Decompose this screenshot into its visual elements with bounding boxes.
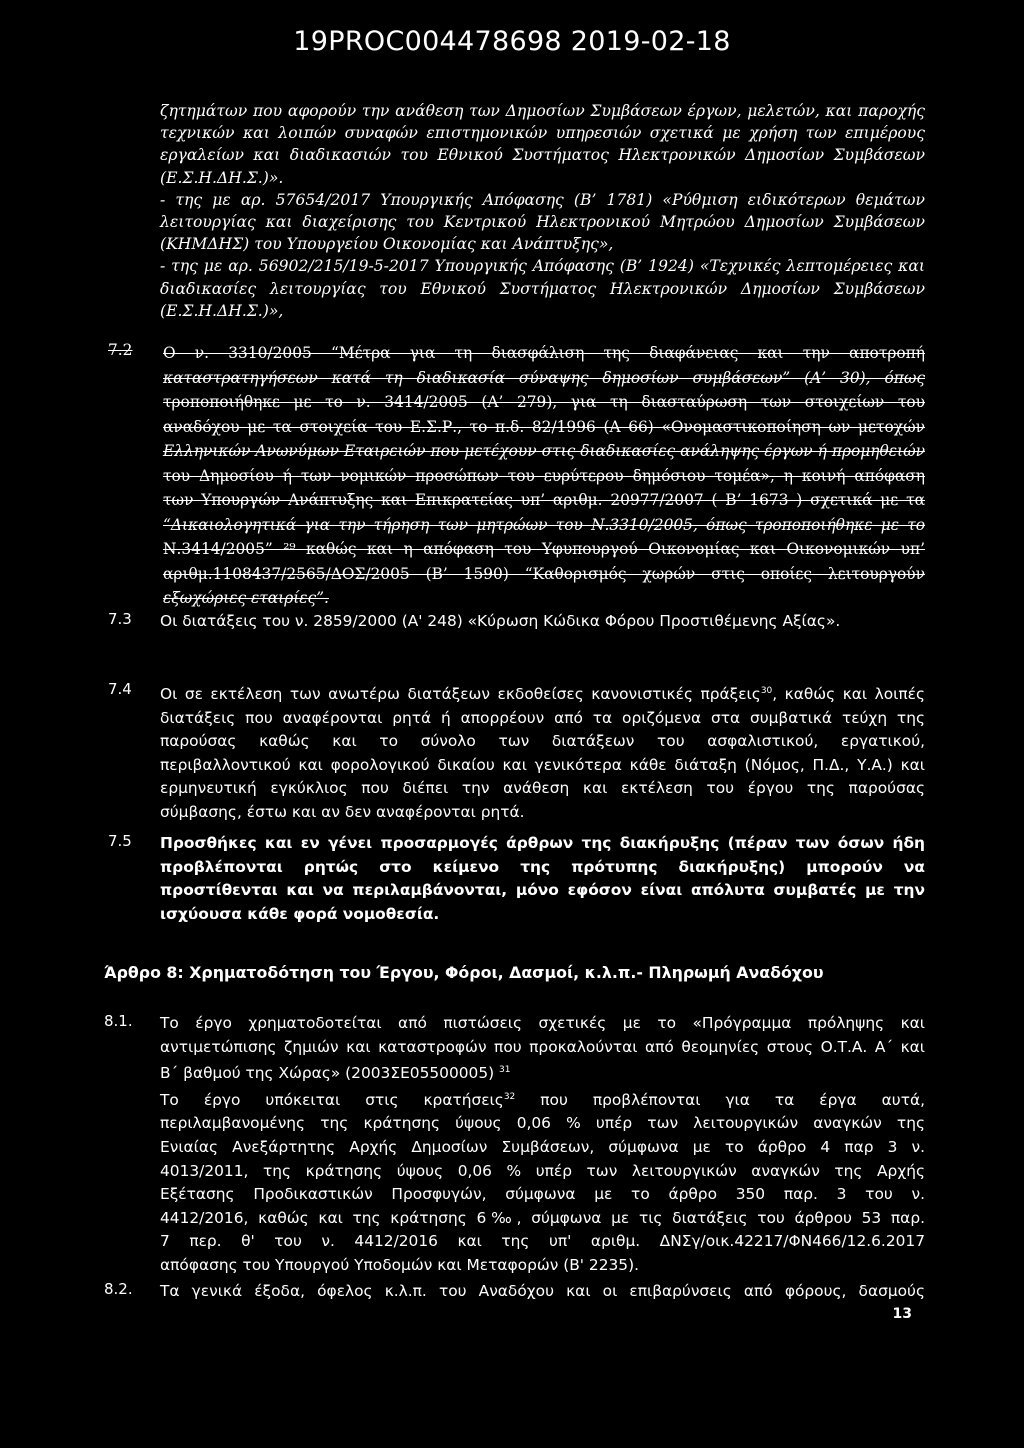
section-7-5-line: ισχύουσα κάθε φορά νομοθεσία. (160, 904, 440, 923)
section-8-1-p2-first-a: Το έργο υπόκειται στις κρατήσεις (160, 1090, 504, 1109)
section-8-1-p1-last: Β΄ βαθμού της Χώρας» (2003ΣΕ05500005) (160, 1064, 500, 1083)
section-number-8-2: 8.2. (104, 1280, 133, 1298)
section-8-1-line: Ενιαίας Ανεξάρτητης Αρχής Δημοσίων Συμβάσεων, σύμφωνα με το άρθρο 4 παρ 3 ν. (160, 1137, 925, 1156)
intro-line: ζητημάτων που αφορούν την ανάθεση των Δημοσίων Συμβάσεων έργων, μελετών, και παροχής (160, 102, 925, 120)
section-7-2-text (163, 341, 925, 611)
struck-line: αναδόχου με τα στοιχεία του Ε.Σ.Ρ., το π.δ. 82/1996 (Α 66) «Ονομαστικοποίηση ων μετοχών (163, 417, 925, 436)
section-8-1-line (160, 1059, 925, 1086)
section-8-1-line: 4013/2011, της κράτησης ύψους 0,06 % υπέρ των λειτουργικών αναγκών της Αρχής (160, 1161, 925, 1180)
intro-line: διαδικασίες λειτουργίας του Εθνικού Συστήματος Ηλεκτρονικών Δημοσίων Συμβάσεων (160, 279, 925, 298)
intro-line: (Ε.Σ.Η.ΔΗ.Σ.)», (160, 301, 284, 320)
section-8-1-line: Εξέτασης Προδικαστικών Προσφυγών, σύμφωνα με το άρθρο 350 παρ. 3 του ν. (160, 1185, 925, 1204)
footnote-ref-32: 32 (503, 1091, 516, 1102)
section-7-4-line: διατάξεις που αναφέρονται ρητά ή απορρέουν από τα οριζόμενα στα συμβατικά τεύχη της (160, 708, 925, 727)
section-7-4-line (160, 680, 925, 707)
intro-line: λειτουργίας και διαχείρισης του Κεντρικού Ηλεκτρονικού Μητρώου Δημοσίων Συμβάσεων (160, 213, 925, 232)
struck-line: των Υπουργών Ανάπτυξης και Επικρατείας υπ’ αριθμ. 20977/2007 ( Β’ 1673 ) σχετικά με τα (163, 491, 925, 509)
section-7-4-line: σύμβασης, έστω και αν δεν αναφέρονται ρητά. (160, 802, 525, 821)
section-7-5-line: προστίθενται και να περιλαμβάνονται, μόνο εφόσον είναι απόλυτα συμβατές με την (160, 881, 925, 899)
section-7-4-line1-b: , καθώς και λοιπές (772, 685, 925, 703)
section-number-7-2: 7.2 (108, 341, 133, 359)
section-8-1-line: απόφασης του Υπουργού Υποδομών και Μεταφορών (Β' 2235). (160, 1255, 639, 1274)
struck-line: καταστρατηγήσεων κατά τη διαδικασία σύναψης δημοσίων συμβάσεων” (Α’ 30), όπως (163, 368, 925, 387)
struck-line: Ελληνικών Ανωνύμων Εταιρειών που μετέχουν στις διαδικασίες ανάληψης έργων ή προμηθειών (163, 442, 925, 460)
intro-line: εργαλείων και διαδικασιών του Εθνικού Συστήματος Ηλεκτρονικών Δημοσίων Συμβάσεων (160, 146, 925, 165)
section-8-1-line: Το έργο χρηματοδοτείται από πιστώσεις σχετικές με το «Πρόγραμμα πρόληψης και (160, 1014, 925, 1032)
article-8-heading: Άρθρο 8: Χρηματοδότηση του Έργου, Φόροι, Δασμοί, κ.λ.π.- Πληρωμή Αναδόχου (104, 963, 824, 982)
section-8-2-text (160, 1280, 925, 1302)
section-7-4-line: παρούσας καθώς και το σύνολο των διατάξεων του ασφαλιστικού, εργατικού, (160, 732, 925, 750)
section-7-5-line: προβλέπονται ρητώς στο κείμενο της πρότυπης διακήρυξης) μπορούν να (160, 857, 925, 876)
struck-line: τροποποιήθηκε με το ν. 3414/2005 (Α’ 279), για τη διασταύρωση των στοιχείων του (163, 393, 925, 411)
struck-line: Ο ν. 3310/2005 “Μέτρα για τη διασφάλιση της διαφάνειας και την αποτροπή (163, 344, 925, 362)
section-7-4-line: ερμηνευτική εγκύκλιος που διέπει την ανάθεση και εκτέλεση του έργου της παρούσας (160, 779, 925, 797)
section-7-5-line: Προσθήκες και εν γένει προσαρμογές άρθρων της διακήρυξης (πέραν των όσων ήδη (160, 834, 925, 852)
section-7-4-line: περιβαλλοντικού και φορολογικού δικαίου και γενικότερα κάθε διάταξη (Νόμος, Π.Δ., Υ.Α.) και (160, 755, 925, 774)
section-number-7-4: 7.4 (108, 680, 132, 698)
intro-block (160, 100, 925, 322)
section-number-7-3: 7.3 (108, 610, 132, 628)
footnote-ref-31: 31 (499, 1065, 511, 1076)
section-number-7-5: 7.5 (108, 832, 132, 850)
intro-line: - της με αρ. 56902/215/19-5-2017 Υπουργικής Απόφασης (Β’ 1924) «Τεχνικές λεπτομέρειες και (160, 257, 925, 276)
section-8-1-line (160, 1086, 925, 1113)
section-8-1-line: 4412/2016, καθώς και της κράτησης 6‰, σύμφωνα με τις διατάξεις του άρθρου 53 παρ. (160, 1208, 925, 1227)
struck-line: εξωχώριες εταιρίες”. (163, 589, 329, 607)
section-7-3-text: Οι διατάξεις του ν. 2859/2000 (Α' 248) «Κύρωση Κώδικα Φόρου Προστιθέμενης Αξίας». (160, 612, 841, 630)
section-8-1-p2-first-b: που προβλέπονται για τα έργα αυτά, (515, 1090, 926, 1109)
intro-line: (ΚΗΜΔΗΣ) του Υπουργείου Οικονομίας και Ανάπτυξης», (160, 235, 614, 254)
section-7-4-line1-a: Οι σε εκτέλεση των ανωτέρω διατάξεων εκδοθείσες κανονιστικές πράξεις (160, 685, 761, 703)
intro-line: - της με αρ. 57654/2017 Υπουργικής Απόφασης (Β’ 1781) «Ρύθμιση ειδικότερων θεμάτων (160, 190, 925, 209)
struck-line: “Δικαιολογητικά για την τήρηση των μητρώων του Ν.3310/2005, όπως τροποποιήθηκε με το (163, 515, 925, 534)
section-7-5-text (160, 832, 925, 926)
section-8-1-line: 7 περ. θ' του ν. 4412/2016 και της υπ' αριθμ. ΔΝΣγ/οικ.42217/ΦΝ466/12.6.2017 (160, 1232, 925, 1251)
intro-line: τεχνικών και λοιπών συναφών επιστημονικών υπηρεσιών σχετικά με χρήση των επιμέρους (160, 124, 925, 143)
section-7-4-text (160, 680, 925, 824)
struck-line: του Δημοσίου ή των νομικών προσώπων του ευρύτερου δημόσιου τομέα», η κοινή απόφαση (163, 466, 925, 485)
section-8-1-text (160, 1012, 925, 1278)
struck-line: αριθμ.1108437/2565/ΔΟΣ/2005 (Β’ 1590) “Καθορισμός χωρών στις οποίες λειτουργούν (163, 564, 925, 583)
section-8-2-line: Τα γενικά έξοδα, όφελος κ.λ.π. του Αναδόχου και οι επιβαρύνσεις από φόρους, δασμούς (160, 1282, 925, 1300)
document-id-header: 19PROC004478698 2019-02-18 (293, 26, 731, 57)
section-8-1-line: αντιμετώπισης ζημιών και καταστροφών που προκαλούνται από θεομηνίες στους Ο.Τ.Α. Α΄ και (160, 1037, 925, 1056)
struck-line: Ν.3414/2005” ²⁹ καθώς και η απόφαση του Υφυπουργού Οικονομίας και Οικονομικών υπ’ (163, 540, 925, 558)
section-8-1-line: περιλαμβανομένης της κράτησης ύψους 0,06 % υπέρ των λειτουργικών αναγκών της (160, 1114, 925, 1133)
page-number: 13 (892, 1306, 912, 1322)
footnote-ref-30: 30 (760, 686, 773, 696)
section-number-8-1: 8.1. (104, 1012, 133, 1030)
intro-line: (Ε.Σ.Η.ΔΗ.Σ.)». (160, 168, 284, 187)
